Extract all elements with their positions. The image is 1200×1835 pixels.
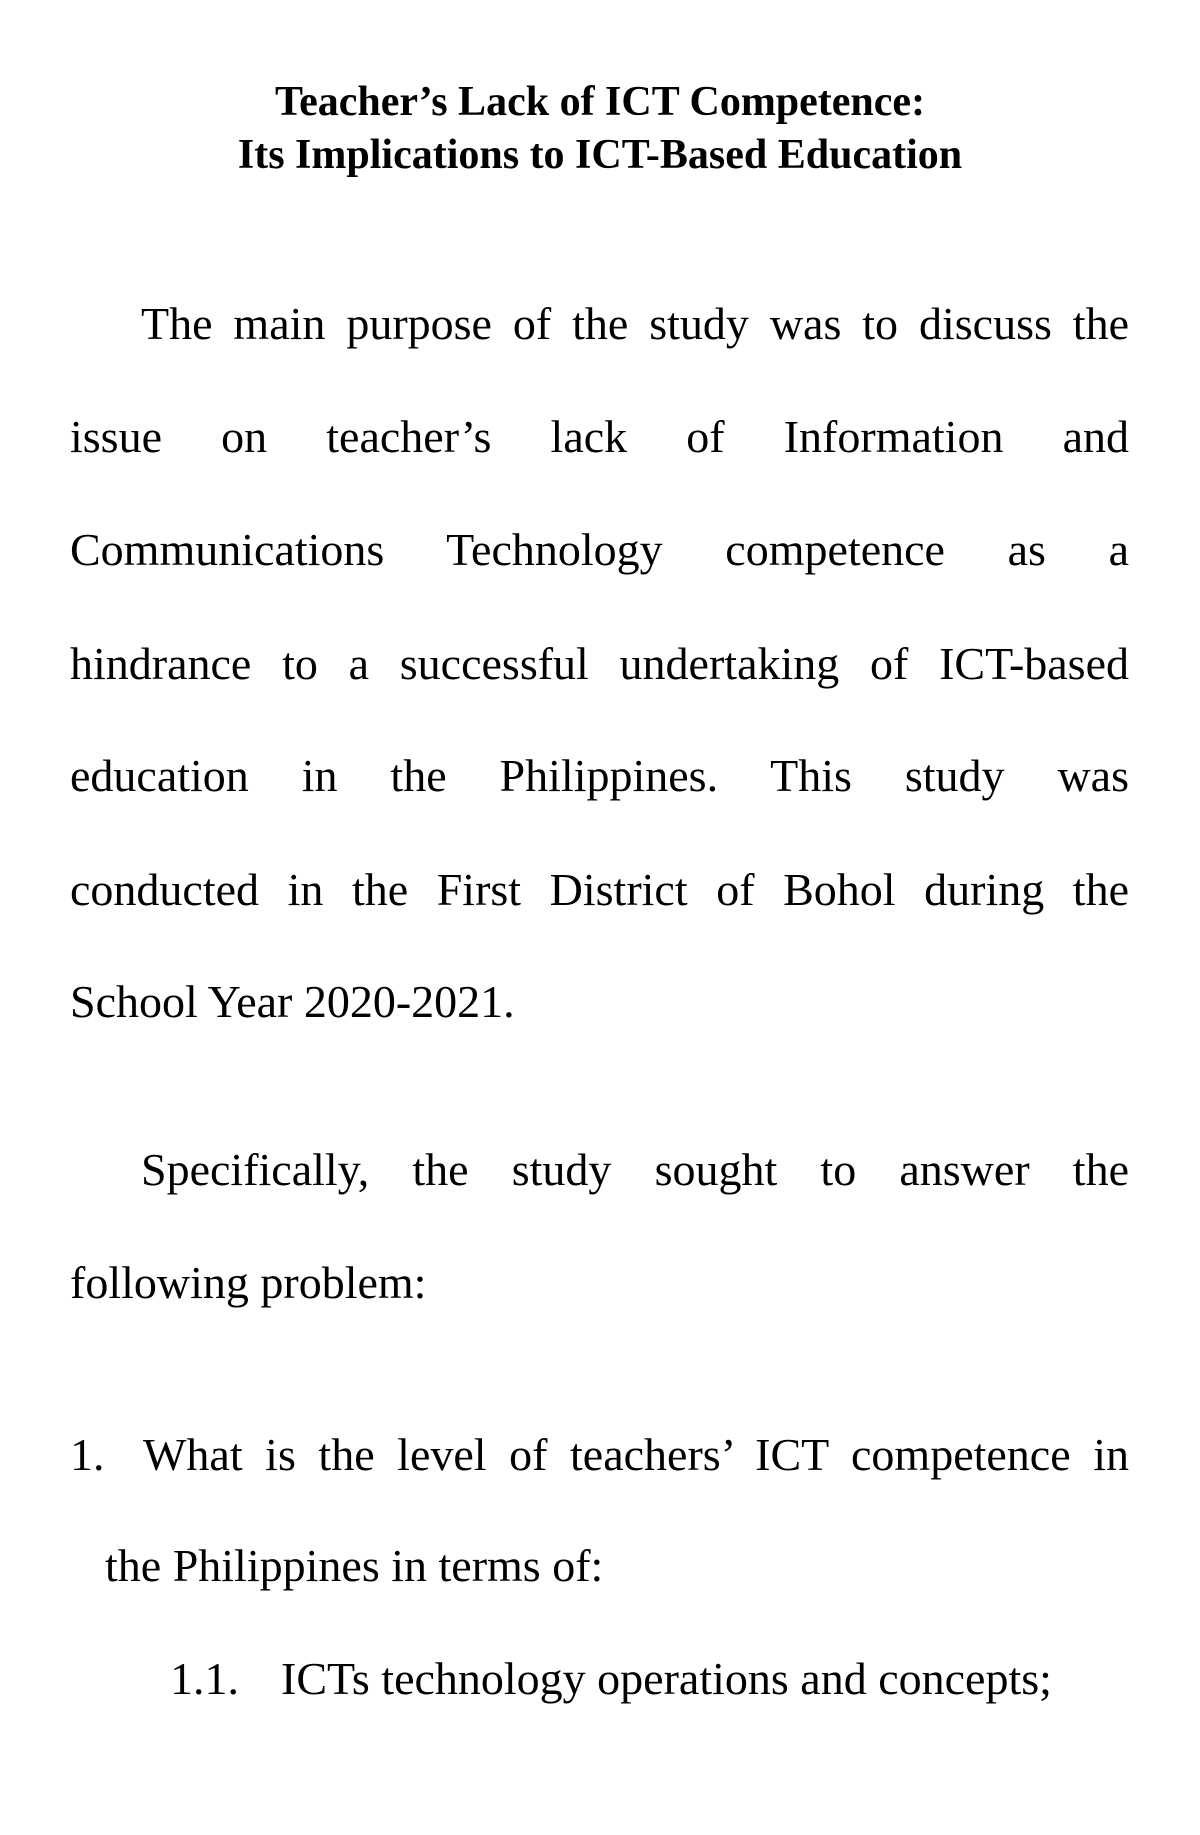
sublist-number: 1.1. — [170, 1653, 239, 1704]
document-title-line-1: Teacher’s Lack of ICT Competence: — [274, 79, 926, 125]
paragraph-2-line: Specifically, the study sought to answer the — [141, 1144, 1129, 1195]
sublist-item-text: ICTs technology operations and concepts; — [281, 1653, 1052, 1704]
paragraph-1-line: issue on teacher’s lack of Information and — [70, 411, 1129, 462]
list-item-text-continued: the Philippines in terms of: — [105, 1540, 604, 1591]
paragraph-1-line: Communications Technology competence as a — [70, 524, 1129, 575]
paragraph-2-line: following problem: — [70, 1257, 427, 1308]
paragraph-1-line: hindrance to a successful undertaking of ICT-based — [70, 638, 1129, 689]
document-title-line-2: Its Implications to ICT-Based Education — [237, 132, 963, 178]
paragraph-1-line: School Year 2020-2021. — [70, 976, 515, 1027]
list-item-text: What is the level of teachers’ ICT competence in — [143, 1429, 1129, 1480]
list-number: 1. — [70, 1429, 105, 1480]
paragraph-1-line: education in the Philippines. This study was — [70, 750, 1129, 801]
paragraph-1-line: conducted in the First District of Bohol during the — [70, 864, 1129, 915]
paragraph-1-line: The main purpose of the study was to discuss the — [141, 298, 1129, 349]
